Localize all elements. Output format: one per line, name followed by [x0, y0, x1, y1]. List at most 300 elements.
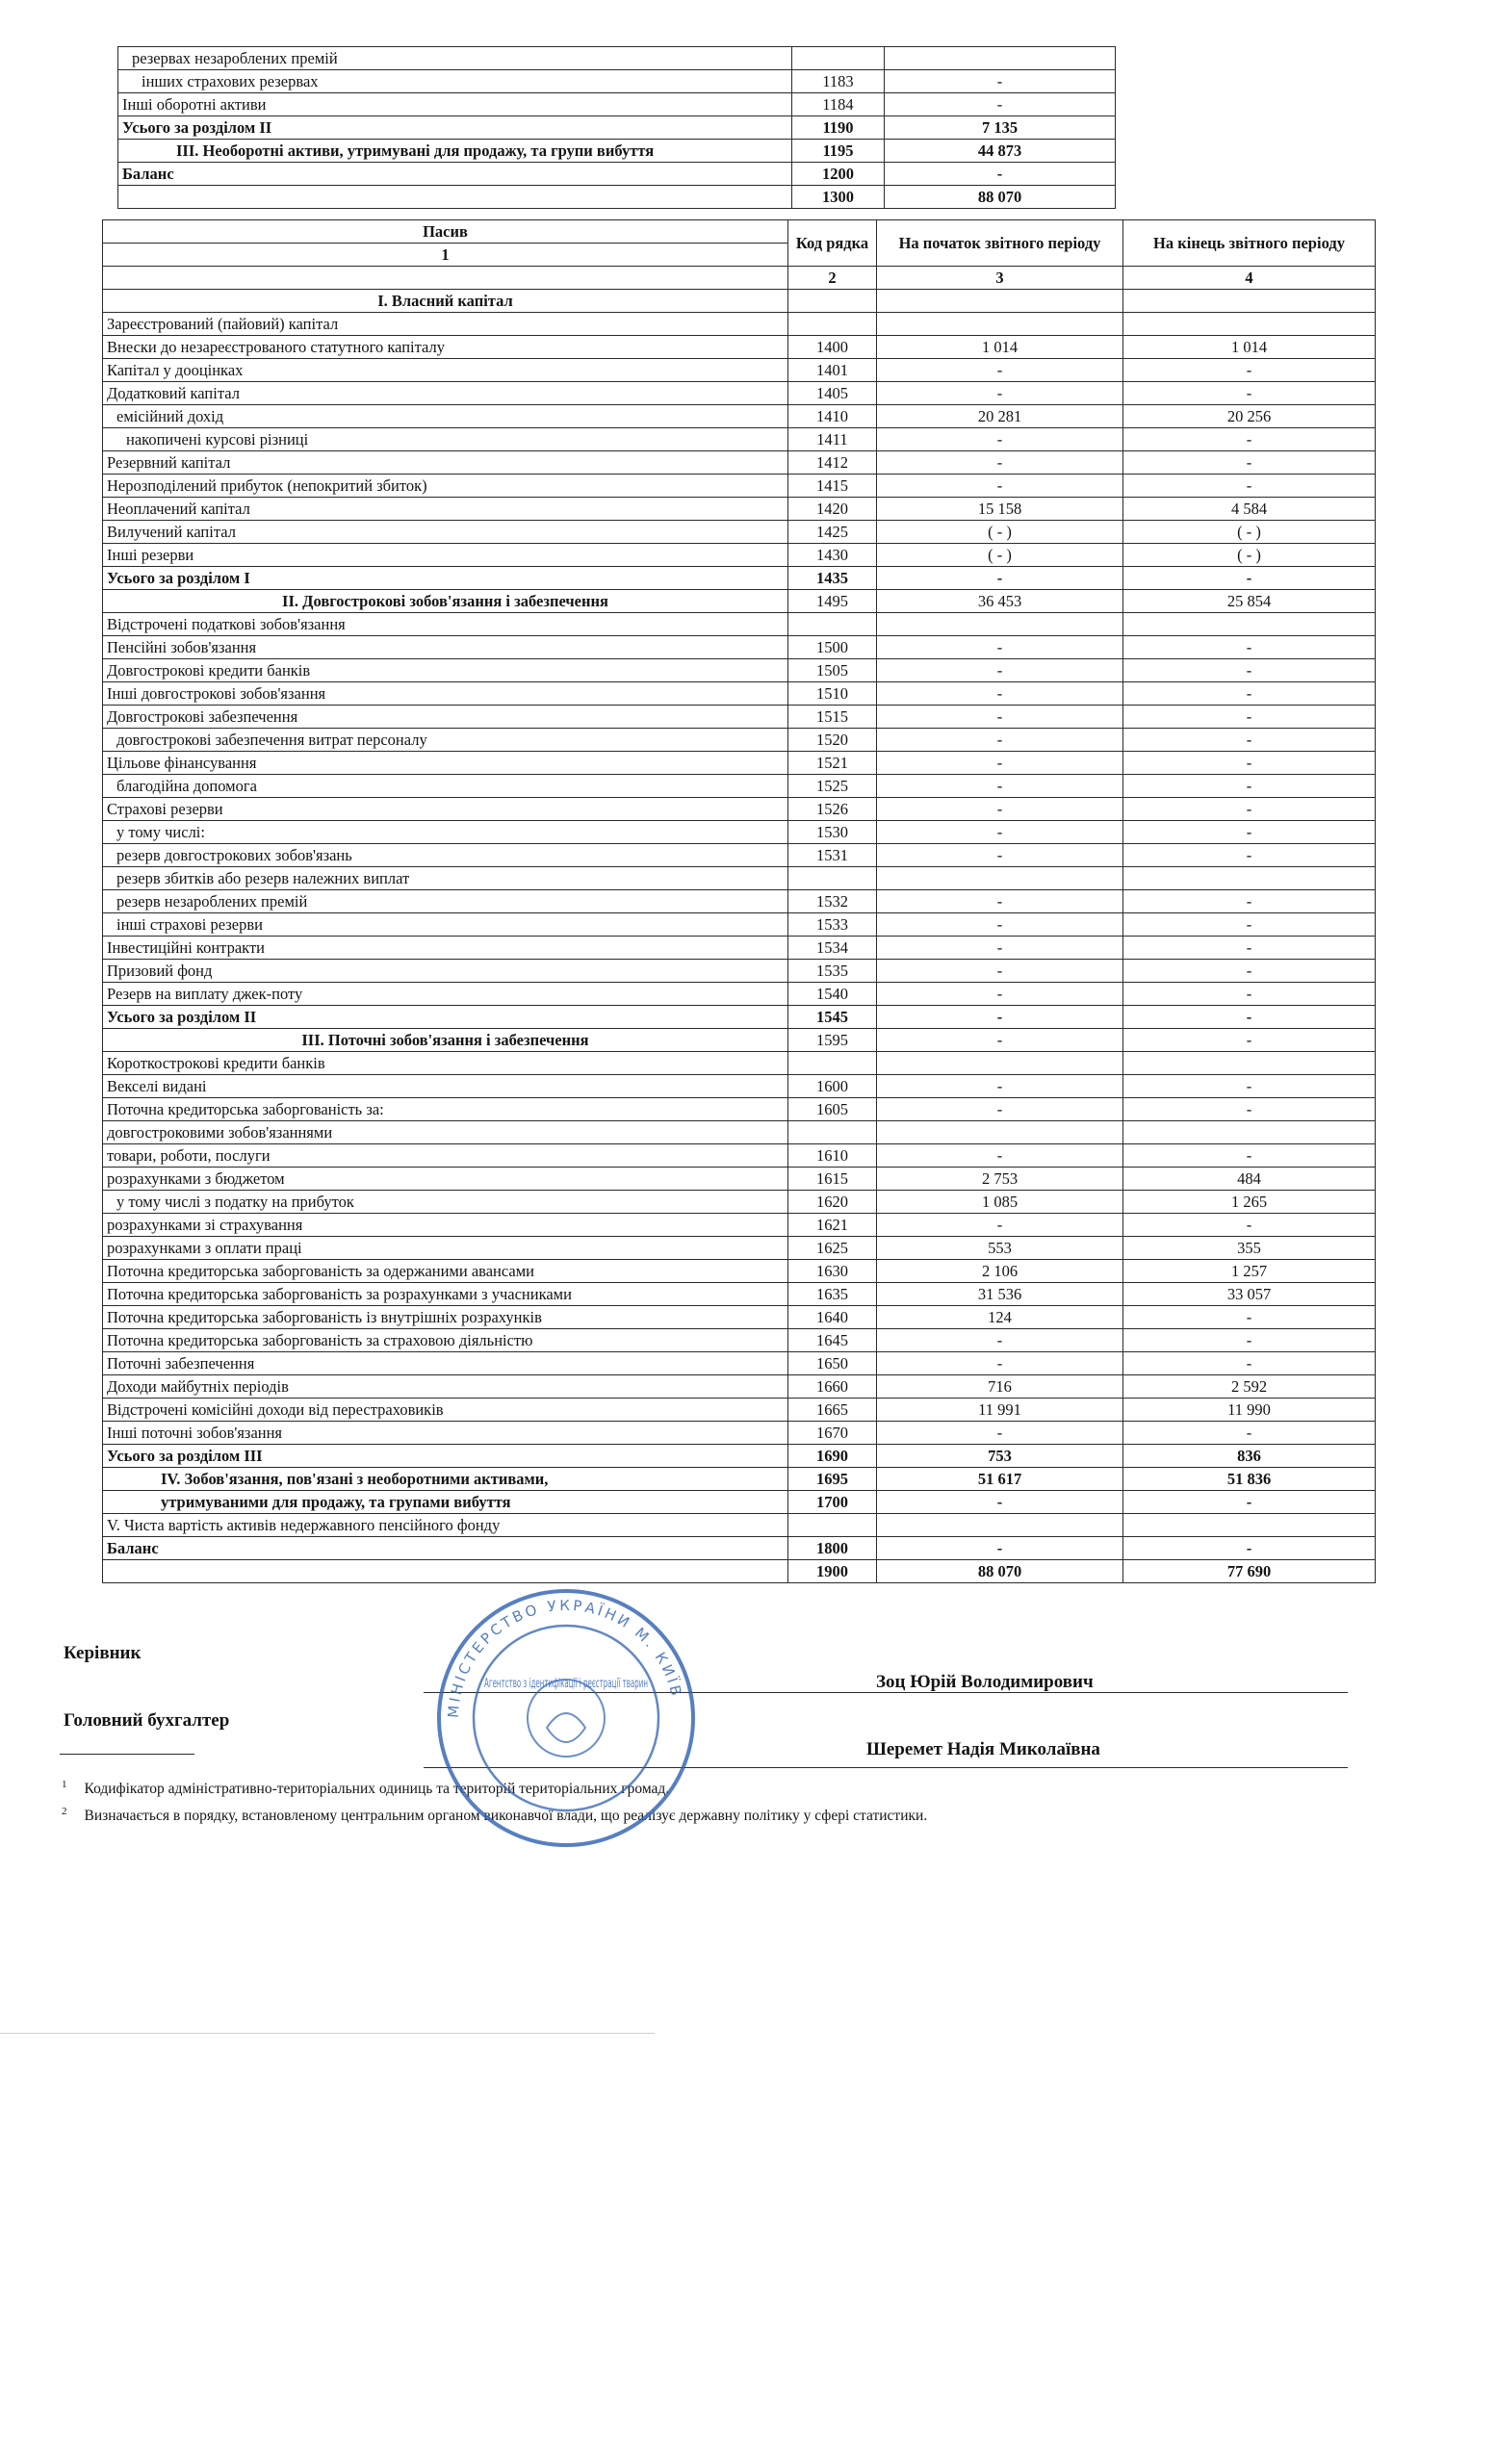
row-start-value: 88 070 [877, 1560, 1123, 1583]
row-name: V. Чиста вартість активів недержавного пенсійного фонду [103, 1514, 788, 1537]
table-row [103, 1445, 1376, 1468]
row-code [788, 290, 877, 313]
row-start-value: - [877, 1214, 1123, 1237]
row-end-value: - [1123, 1214, 1376, 1237]
table-row [103, 498, 1376, 521]
row-code: 1184 [792, 93, 885, 116]
row-start-value: - [877, 659, 1123, 682]
row-code: 1595 [788, 1029, 877, 1052]
row-end-value: 25 854 [1123, 590, 1376, 613]
table-row [103, 544, 1376, 567]
row-code: 1531 [788, 844, 877, 867]
row-name: розрахунками з оплати праці [103, 1237, 788, 1260]
row-name: Капітал у дооцінках [103, 359, 788, 382]
row-name: накопичені курсові різниці [103, 428, 788, 451]
table-row [103, 475, 1376, 498]
stamp-inner-text: Агентство з ідентифікації і реєстрації тварин [484, 1677, 648, 1691]
row-start-value [877, 1052, 1123, 1075]
row-code: 1190 [792, 116, 885, 140]
row-start-value: - [877, 382, 1123, 405]
row-start-value: - [877, 451, 1123, 475]
table-row [103, 313, 1376, 336]
table-row [103, 867, 1376, 890]
table-row [103, 1121, 1376, 1144]
table-row [103, 1468, 1376, 1491]
row-name: Інші довгострокові зобов'язання [103, 682, 788, 706]
row-name: Довгострокові кредити банків [103, 659, 788, 682]
table-row [118, 47, 1116, 70]
assets-continuation-table [117, 46, 1116, 209]
row-end-value: - [1123, 798, 1376, 821]
row-start-value: 716 [877, 1375, 1123, 1399]
row-name: Усього за розділом ІІ [103, 1006, 788, 1029]
scan-artifact-line [0, 2033, 655, 2034]
row-end-value: 484 [1123, 1168, 1376, 1191]
row-start-value: - [877, 821, 1123, 844]
accountant-label: Головний бухгалтер [64, 1710, 230, 1731]
row-name: Цільове фінансування [103, 752, 788, 775]
header-end: На кінець звітного періоду [1123, 220, 1376, 267]
row-end-value: - [1123, 451, 1376, 475]
row-end-value: - [1123, 1029, 1376, 1052]
table-row [103, 290, 1376, 313]
row-start-value: - [877, 1029, 1123, 1052]
table-row [118, 163, 1116, 186]
row-name: Поточні забезпечення [103, 1352, 788, 1375]
row-code: 1411 [788, 428, 877, 451]
row-start-value: - [877, 937, 1123, 960]
row-start-value: 2 106 [877, 1260, 1123, 1283]
row-end-value: - [1123, 382, 1376, 405]
row-name: ІІІ. Поточні зобов'язання і забезпечення [103, 1029, 788, 1052]
table-row [103, 1052, 1376, 1075]
table-row [103, 1075, 1376, 1098]
row-name: резерв незароблених премій [103, 890, 788, 913]
row-name: резервах незароблених премій [118, 47, 792, 70]
row-code: 1200 [792, 163, 885, 186]
row-end-value: 11 990 [1123, 1399, 1376, 1422]
row-name: Інвестиційні контракти [103, 937, 788, 960]
footnote-separator [60, 1754, 194, 1755]
row-name: Інші оборотні активи [118, 93, 792, 116]
row-end-value: - [1123, 913, 1376, 937]
row-code: 1630 [788, 1260, 877, 1283]
header-blank [103, 267, 788, 290]
liabilities-table [102, 219, 1376, 1583]
row-name: довгостроковими зобов'язаннями [103, 1121, 788, 1144]
table-row [103, 1098, 1376, 1121]
row-end-value: ( - ) [1123, 521, 1376, 544]
table-row [103, 913, 1376, 937]
table-row [103, 451, 1376, 475]
row-name: Баланс [118, 163, 792, 186]
row-end-value: 4 584 [1123, 498, 1376, 521]
row-code: 1510 [788, 682, 877, 706]
row-start-value: - [877, 636, 1123, 659]
row-start-value: 2 753 [877, 1168, 1123, 1191]
table-row [103, 521, 1376, 544]
footnote-2-num: 2 [62, 1806, 67, 1817]
row-start-value: - [877, 567, 1123, 590]
header-num-2: 2 [788, 267, 877, 290]
table-row [118, 70, 1116, 93]
table-row [103, 960, 1376, 983]
row-name: Відстрочені податкові зобов'язання [103, 613, 788, 636]
row-start-value: - [885, 163, 1116, 186]
row-code: 1300 [792, 186, 885, 209]
row-name: інших страхових резервах [118, 70, 792, 93]
table-row [103, 636, 1376, 659]
table-row [103, 1306, 1376, 1329]
table-row [103, 359, 1376, 382]
row-start-value: - [877, 1352, 1123, 1375]
table-row [103, 590, 1376, 613]
row-end-value: - [1123, 1306, 1376, 1329]
row-end-value: - [1123, 359, 1376, 382]
row-code: 1640 [788, 1306, 877, 1329]
table-row [103, 983, 1376, 1006]
header-start: На початок звітного періоду [877, 220, 1123, 267]
row-code [788, 1052, 877, 1075]
row-end-value [1123, 290, 1376, 313]
row-start-value: - [885, 70, 1116, 93]
row-name: товари, роботи, послуги [103, 1144, 788, 1168]
row-name: інші страхові резерви [103, 913, 788, 937]
row-code: 1410 [788, 405, 877, 428]
row-start-value: - [877, 475, 1123, 498]
table-row [103, 1560, 1376, 1583]
row-code [788, 313, 877, 336]
row-code: 1530 [788, 821, 877, 844]
row-end-value: 1 014 [1123, 336, 1376, 359]
row-start-value: - [877, 890, 1123, 913]
header-col-num-1: 1 [103, 244, 788, 267]
row-code [788, 1121, 877, 1144]
row-code: 1615 [788, 1168, 877, 1191]
row-code: 1420 [788, 498, 877, 521]
row-name: Страхові резерви [103, 798, 788, 821]
row-name: ІІІ. Необоротні активи, утримувані для продажу, та групи вибуття [118, 140, 792, 163]
header-num-row [103, 267, 1376, 290]
row-start-value: - [877, 1537, 1123, 1560]
row-start-value [877, 290, 1123, 313]
row-name: Відстрочені комісійні доходи від перестраховиків [103, 1399, 788, 1422]
row-start-value [877, 867, 1123, 890]
row-end-value: - [1123, 475, 1376, 498]
row-code: 1515 [788, 706, 877, 729]
row-name: Доходи майбутніх періодів [103, 1375, 788, 1399]
row-code: 1534 [788, 937, 877, 960]
row-end-value: 355 [1123, 1237, 1376, 1260]
row-start-value: ( - ) [877, 544, 1123, 567]
table-row [103, 428, 1376, 451]
row-code: 1665 [788, 1399, 877, 1422]
table-row [103, 1144, 1376, 1168]
row-start-value: - [877, 706, 1123, 729]
row-start-value [877, 313, 1123, 336]
row-code: 1700 [788, 1491, 877, 1514]
table-row [103, 1006, 1376, 1029]
table-row [103, 706, 1376, 729]
row-code: 1621 [788, 1214, 877, 1237]
row-name: Інші поточні зобов'язання [103, 1422, 788, 1445]
header-liabilities: Пасив [103, 220, 788, 244]
row-start-value: 1 085 [877, 1191, 1123, 1214]
row-start-value: - [877, 960, 1123, 983]
row-code [792, 47, 885, 70]
table-row [103, 821, 1376, 844]
row-name: IV. Зобов'язання, пов'язані з необоротними активами, [103, 1468, 788, 1491]
table-row [103, 890, 1376, 913]
row-name: Пенсійні зобов'язання [103, 636, 788, 659]
row-start-value: - [877, 428, 1123, 451]
row-start-value: 20 281 [877, 405, 1123, 428]
row-start-value: 11 991 [877, 1399, 1123, 1422]
row-name: Резерв на виплату джек-поту [103, 983, 788, 1006]
row-start-value: - [877, 913, 1123, 937]
row-end-value: - [1123, 659, 1376, 682]
row-end-value [1123, 613, 1376, 636]
row-end-value: - [1123, 729, 1376, 752]
row-code: 1435 [788, 567, 877, 590]
table-row [103, 775, 1376, 798]
row-start-value: - [885, 93, 1116, 116]
row-code: 1545 [788, 1006, 877, 1029]
header-code: Код рядка [788, 220, 877, 267]
row-code: 1430 [788, 544, 877, 567]
row-name: у тому числі: [103, 821, 788, 844]
row-end-value: - [1123, 1144, 1376, 1168]
table-row [103, 729, 1376, 752]
row-end-value: - [1123, 960, 1376, 983]
row-end-value [1123, 867, 1376, 890]
row-name: резерв збитків або резерв належних виплат [103, 867, 788, 890]
row-end-value: - [1123, 1491, 1376, 1514]
row-end-value: - [1123, 821, 1376, 844]
row-code: 1625 [788, 1237, 877, 1260]
table-row [103, 405, 1376, 428]
row-start-value: - [877, 983, 1123, 1006]
row-end-value: - [1123, 1422, 1376, 1445]
row-end-value: 51 836 [1123, 1468, 1376, 1491]
row-code: 1195 [792, 140, 885, 163]
row-name: розрахунками з бюджетом [103, 1168, 788, 1191]
table-row [103, 1168, 1376, 1191]
row-code: 1660 [788, 1375, 877, 1399]
row-code: 1670 [788, 1422, 877, 1445]
row-name: Поточна кредиторська заборгованість за: [103, 1098, 788, 1121]
accountant-name: Шеремет Надія Миколаївна [866, 1739, 1100, 1759]
row-start-value: - [877, 775, 1123, 798]
row-name: Зареєстрований (пайовий) капітал [103, 313, 788, 336]
row-name: Призовий фонд [103, 960, 788, 983]
row-code: 1645 [788, 1329, 877, 1352]
row-code [788, 613, 877, 636]
row-name: благодійна допомога [103, 775, 788, 798]
row-name: резерв довгострокових зобов'язань [103, 844, 788, 867]
table-row [103, 1514, 1376, 1537]
row-name: емісійний дохід [103, 405, 788, 428]
row-start-value: - [877, 844, 1123, 867]
row-start-value: 36 453 [877, 590, 1123, 613]
table-row [103, 1422, 1376, 1445]
footnote-1-text: Кодифікатор адміністративно-територіальних одиниць та територій територіальних громад. [84, 1781, 670, 1798]
table-row [103, 682, 1376, 706]
row-end-value: - [1123, 1075, 1376, 1098]
row-name: довгострокові забезпечення витрат персоналу [103, 729, 788, 752]
row-end-value [1123, 1121, 1376, 1144]
row-code: 1415 [788, 475, 877, 498]
row-end-value: - [1123, 567, 1376, 590]
row-name: Поточна кредиторська заборгованість за розрахунками з учасниками [103, 1283, 788, 1306]
table-row [118, 93, 1116, 116]
row-end-value: - [1123, 636, 1376, 659]
row-end-value: - [1123, 1329, 1376, 1352]
row-end-value: - [1123, 706, 1376, 729]
row-name [103, 1560, 788, 1583]
table-row [103, 1029, 1376, 1052]
row-name: Поточна кредиторська заборгованість із внутрішніх розрахунків [103, 1306, 788, 1329]
row-name [118, 186, 792, 209]
row-code: 1800 [788, 1537, 877, 1560]
row-start-value: - [877, 1075, 1123, 1098]
row-start-value: ( - ) [877, 521, 1123, 544]
table-row [103, 1214, 1376, 1237]
row-end-value: 77 690 [1123, 1560, 1376, 1583]
row-end-value: 20 256 [1123, 405, 1376, 428]
row-code: 1600 [788, 1075, 877, 1098]
row-code: 1605 [788, 1098, 877, 1121]
row-start-value: 553 [877, 1237, 1123, 1260]
row-start-value: - [877, 1491, 1123, 1514]
row-end-value: - [1123, 752, 1376, 775]
row-code: 1610 [788, 1144, 877, 1168]
table-row [103, 613, 1376, 636]
row-code: 1695 [788, 1468, 877, 1491]
row-name: І. Власний капітал [103, 290, 788, 313]
row-code: 1495 [788, 590, 877, 613]
row-name: Короткострокові кредити банків [103, 1052, 788, 1075]
row-start-value: 124 [877, 1306, 1123, 1329]
row-end-value: 1 265 [1123, 1191, 1376, 1214]
table-row [103, 567, 1376, 590]
row-code: 1535 [788, 960, 877, 983]
table-row [118, 140, 1116, 163]
row-code: 1425 [788, 521, 877, 544]
table-row [103, 844, 1376, 867]
row-code: 1400 [788, 336, 877, 359]
stamp-outer-text: МІНІСТЕРСТВО УКРАЇНИ М. КИЇВ [444, 1596, 686, 1719]
row-name: Резервний капітал [103, 451, 788, 475]
row-start-value: - [877, 1144, 1123, 1168]
row-name: Поточна кредиторська заборгованість за страховою діяльністю [103, 1329, 788, 1352]
row-code: 1525 [788, 775, 877, 798]
row-code: 1690 [788, 1445, 877, 1468]
row-end-value [1123, 1052, 1376, 1075]
row-name: Вилучений капітал [103, 521, 788, 544]
table-row [103, 1283, 1376, 1306]
row-name: Поточна кредиторська заборгованість за одержаними авансами [103, 1260, 788, 1283]
row-name: ІІ. Довгострокові зобов'язання і забезпечення [103, 590, 788, 613]
row-start-value: 51 617 [877, 1468, 1123, 1491]
table-row [103, 659, 1376, 682]
header-num-4: 4 [1123, 267, 1376, 290]
row-name: Усього за розділом І [103, 567, 788, 590]
table-row [103, 1191, 1376, 1214]
row-start-value [885, 47, 1116, 70]
table-row [103, 1352, 1376, 1375]
row-name: Нерозподілений прибуток (непокритий збиток) [103, 475, 788, 498]
row-end-value: - [1123, 1098, 1376, 1121]
table-row [103, 798, 1376, 821]
table-row [103, 752, 1376, 775]
row-end-value: - [1123, 775, 1376, 798]
row-code: 1401 [788, 359, 877, 382]
table-row [118, 116, 1116, 140]
header-row [103, 220, 1376, 244]
table-row [103, 1329, 1376, 1352]
row-start-value: 15 158 [877, 498, 1123, 521]
row-start-value: 1 014 [877, 336, 1123, 359]
table-row [103, 937, 1376, 960]
table-row [103, 1237, 1376, 1260]
row-start-value [877, 1121, 1123, 1144]
row-code: 1532 [788, 890, 877, 913]
row-start-value: 88 070 [885, 186, 1116, 209]
row-start-value: 31 536 [877, 1283, 1123, 1306]
row-code: 1500 [788, 636, 877, 659]
row-end-value [1123, 1514, 1376, 1537]
row-code: 1620 [788, 1191, 877, 1214]
row-end-value: - [1123, 428, 1376, 451]
row-code: 1412 [788, 451, 877, 475]
table-row [103, 382, 1376, 405]
row-code: 1505 [788, 659, 877, 682]
row-start-value: 7 135 [885, 116, 1116, 140]
footnote-1-num: 1 [62, 1779, 67, 1790]
row-end-value: - [1123, 890, 1376, 913]
row-name: Баланс [103, 1537, 788, 1560]
row-start-value: - [877, 359, 1123, 382]
row-end-value: - [1123, 1006, 1376, 1029]
row-start-value: - [877, 798, 1123, 821]
row-name: у тому числі з податку на прибуток [103, 1191, 788, 1214]
official-stamp [431, 1583, 701, 1853]
director-label: Керівник [64, 1643, 142, 1663]
director-name: Зоц Юрій Володимирович [876, 1672, 1094, 1692]
row-name: Усього за розділом ІІ [118, 116, 792, 140]
row-name: Внески до незареєстрованого статутного капіталу [103, 336, 788, 359]
row-name: Інші резерви [103, 544, 788, 567]
row-code: 1405 [788, 382, 877, 405]
row-end-value: - [1123, 1537, 1376, 1560]
row-end-value: - [1123, 844, 1376, 867]
row-name: Неоплачений капітал [103, 498, 788, 521]
row-code: 1635 [788, 1283, 877, 1306]
row-code: 1540 [788, 983, 877, 1006]
row-end-value: - [1123, 1352, 1376, 1375]
row-code: 1900 [788, 1560, 877, 1583]
row-end-value: 2 592 [1123, 1375, 1376, 1399]
row-code: 1521 [788, 752, 877, 775]
row-name: Усього за розділом ІІІ [103, 1445, 788, 1468]
row-code [788, 1514, 877, 1537]
row-end-value: - [1123, 983, 1376, 1006]
table-row [118, 186, 1116, 209]
row-start-value: - [877, 1422, 1123, 1445]
row-start-value: - [877, 729, 1123, 752]
row-code: 1183 [792, 70, 885, 93]
